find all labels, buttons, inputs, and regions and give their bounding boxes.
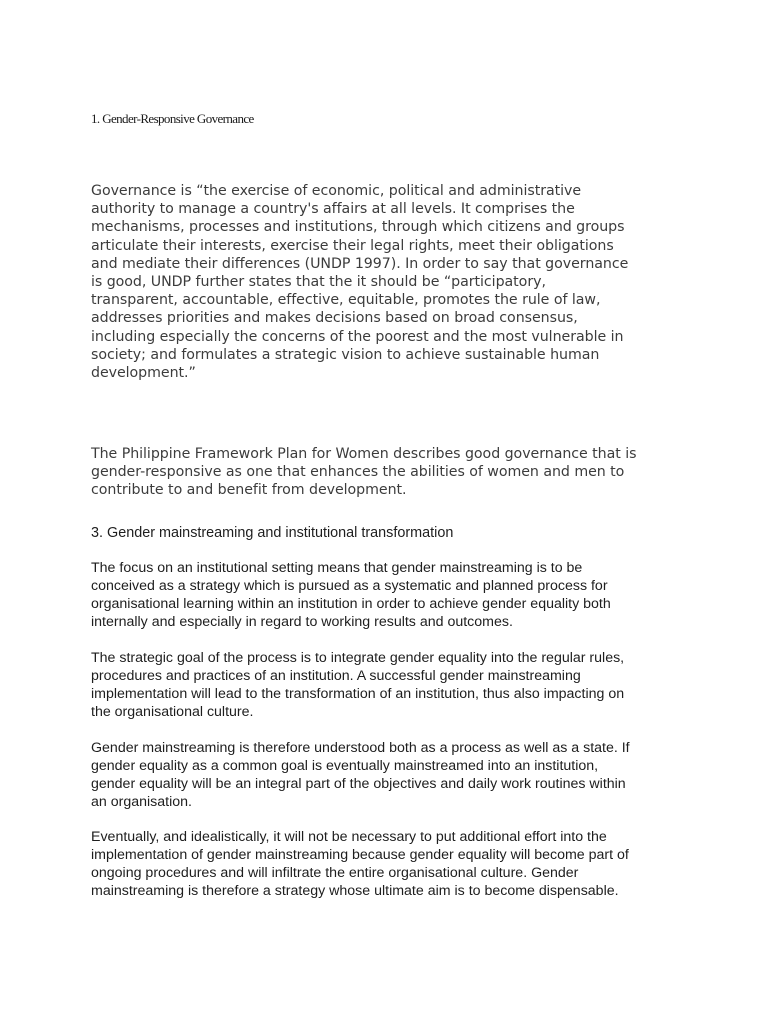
text-line: implementation will lead to the transformation of an institution, thus also impacting on — [91, 685, 625, 702]
paragraph-process-and-state — [91, 740, 691, 812]
text-line: contribute to and benefit from development. — [91, 482, 407, 499]
text-line: organisational learning within an institution in order to achieve gender equality both — [91, 595, 611, 612]
text-line: society; and formulates a strategic vision to achieve sustainable human — [91, 346, 600, 363]
text-line: internally and especially in regard to working results and outcomes. — [91, 613, 513, 630]
text-line: implementation of gender mainstreaming because gender equality will become part of — [91, 846, 629, 863]
text-line: authority to manage a country's affairs at all levels. It comprises the — [91, 201, 575, 218]
text-line: and mediate their differences (UNDP 1997). In order to say that governance — [91, 255, 629, 272]
paragraph-governance-definition — [91, 182, 691, 382]
text-line: articulate their interests, exercise their legal rights, meet their obligations — [91, 237, 614, 254]
text-line: an organisation. — [91, 793, 192, 810]
text-line: Gender mainstreaming is therefore understood both as a process as well as a state. If — [91, 740, 630, 756]
text-line: is good, UNDP further states that the it should be “participatory, — [91, 274, 546, 291]
paragraph-ultimate-aim — [91, 829, 691, 901]
section-heading-gender-mainstreaming: 3. Gender mainstreaming and institutional transformation — [91, 525, 454, 541]
text-line: conceived as a strategy which is pursued as a systematic and planned process for — [91, 577, 608, 594]
text-line: development.” — [91, 365, 196, 382]
text-line: mechanisms, processes and institutions, through which citizens and groups — [91, 219, 625, 236]
text-line: including especially the concerns of the poorest and the most vulnerable in — [91, 328, 624, 345]
text-line: mainstreaming is therefore a strategy whose ultimate aim is to become dispensable. — [91, 882, 619, 899]
text-line: the organisational culture. — [91, 703, 254, 720]
text-line: gender equality will be an integral part of the objectives and daily work routines within — [91, 775, 626, 792]
text-line: addresses priorities and makes decisions based on broad consensus, — [91, 310, 578, 327]
text-line: transparent, accountable, effective, equitable, promotes the rule of law, — [91, 292, 601, 309]
text-line: Governance is “the exercise of economic, political and administrative — [91, 183, 582, 199]
text-line: gender equality as a common goal is eventually mainstreamed into an institution, — [91, 757, 599, 774]
paragraph-institutional-setting — [91, 560, 691, 632]
text-line: ongoing procedures and will infiltrate the entire organisational culture. Gender — [91, 864, 579, 881]
section-heading-gender-responsive-governance: 1. Gender-Responsive Governance — [91, 111, 254, 126]
text-line: The strategic goal of the process is to integrate gender equality into the regular rules, — [91, 650, 625, 666]
paragraph-strategic-goal — [91, 650, 691, 722]
text-line: procedures and practices of an institution. A successful gender mainstreaming — [91, 667, 581, 684]
text-line: The focus on an institutional setting means that gender mainstreaming is to be — [91, 560, 583, 576]
text-line: Eventually, and idealistically, it will not be necessary to put additional effort into the — [91, 829, 607, 845]
text-line: gender-responsive as one that enhances the abilities of women and men to — [91, 464, 625, 481]
paragraph-philippine-framework — [91, 445, 691, 500]
text-line: The Philippine Framework Plan for Women describes good governance that is — [91, 446, 637, 462]
